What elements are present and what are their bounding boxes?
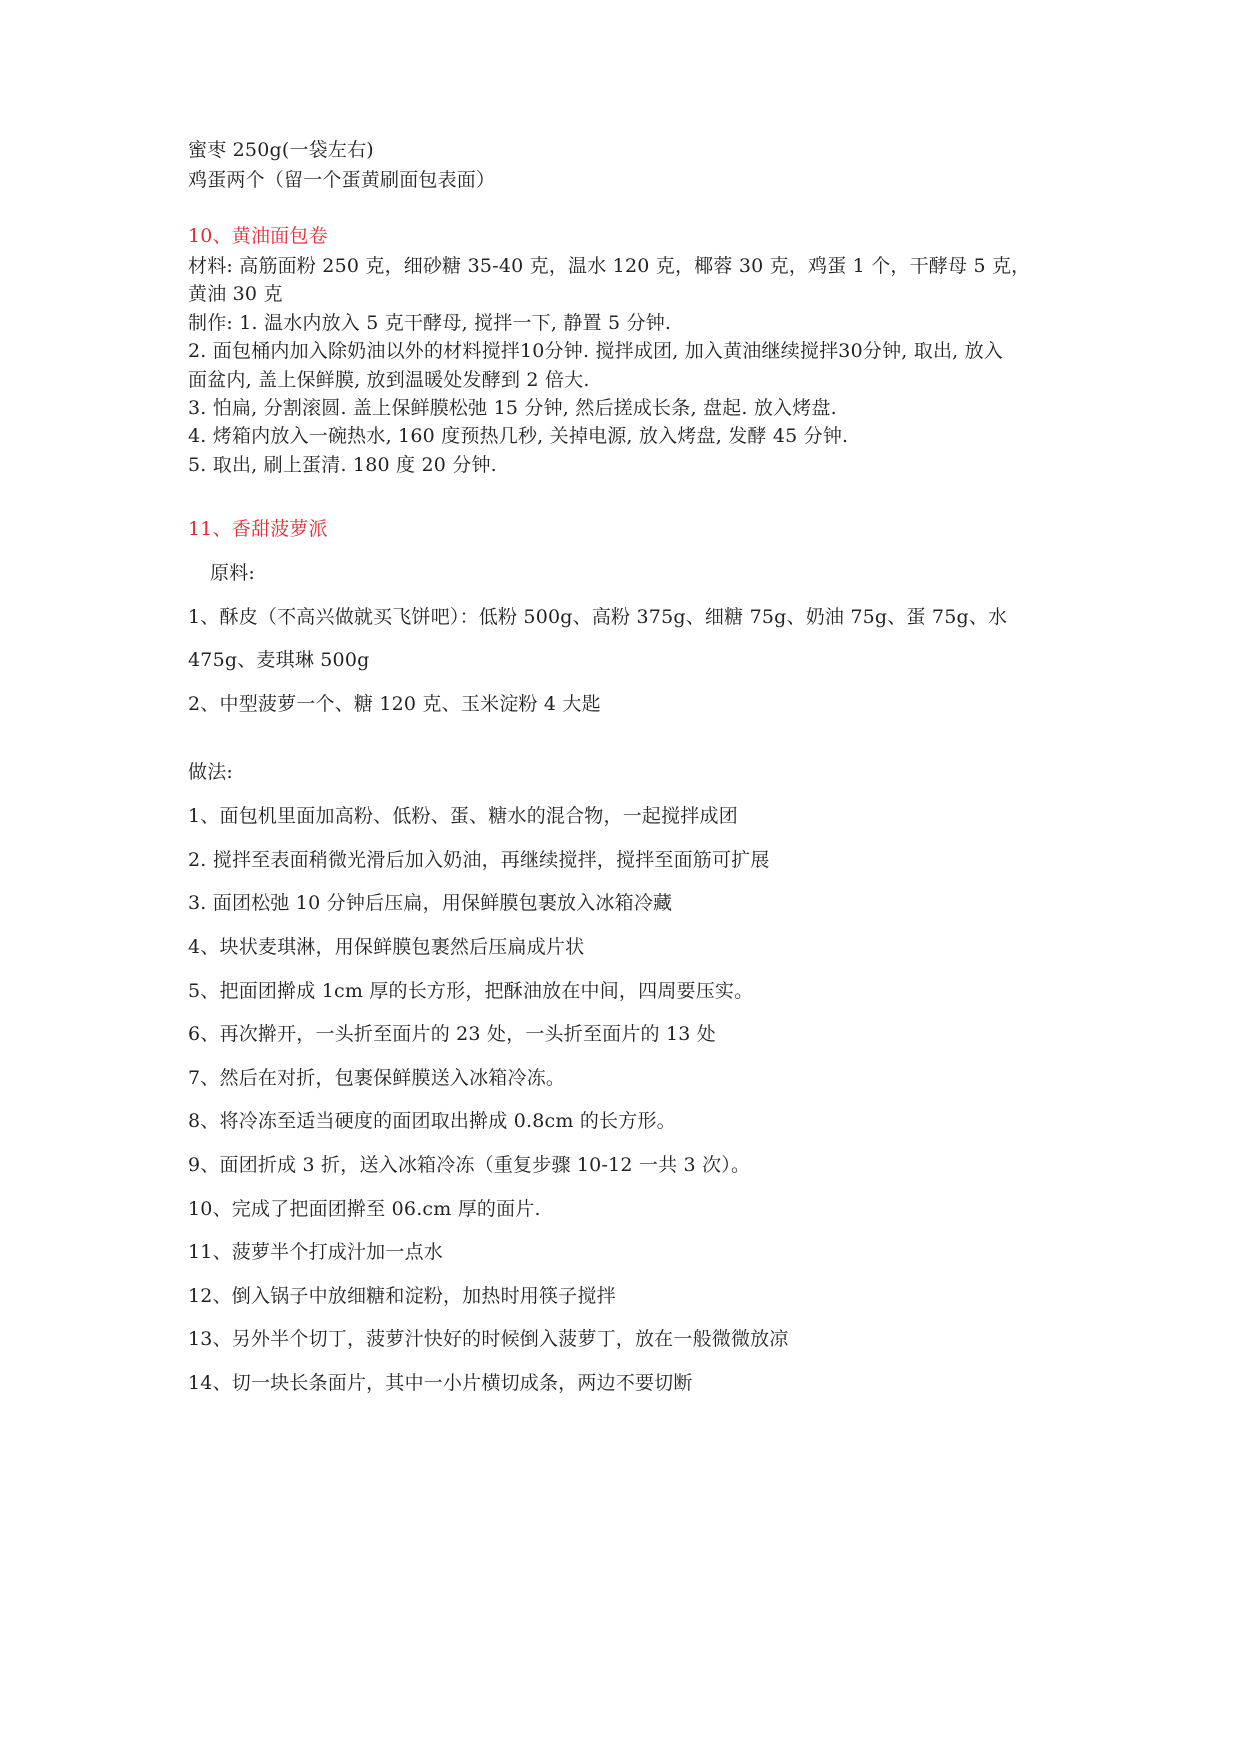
section-10-step-1: 制作: 1. 温水内放入 5 克干酵母, 搅拌一下, 静置 5 分钟. [188, 312, 672, 334]
method-step: 10、完成了把面团擀至 06.cm 厚的面片. [188, 1198, 541, 1220]
section-11-ingredients-label: 原料: [210, 562, 256, 584]
method-step: 4、块状麦琪淋，用保鲜膜包裹然后压扁成片状 [188, 936, 585, 958]
method-step: 6、再次擀开，一头折至面片的 23 处，一头折至面片的 13 处 [188, 1023, 717, 1045]
method-step: 12、倒入锅子中放细糖和淀粉，加热时用筷子搅拌 [188, 1285, 616, 1307]
section-11-ingredient-1-line-2: 475g、麦琪琳 500g [188, 649, 370, 671]
section-10-heading: 10、黄油面包卷 [188, 225, 328, 247]
method-step: 11、菠萝半个打成汁加一点水 [188, 1241, 443, 1263]
method-step: 9、面团折成 3 折，送入冰箱冷冻（重复步骤 10-12 一共 3 次）。 [188, 1154, 751, 1176]
section-11-heading: 11、香甜菠萝派 [188, 518, 328, 540]
section-11-ingredient-1-line-1: 1、酥皮（不高兴做就买飞饼吧）：低粉 500g、高粉 375g、细糖 75g、奶油 75g、蛋 75g、水 [188, 606, 1008, 628]
method-step: 8、将冷冻至适当硬度的面团取出擀成 0.8cm 的长方形。 [188, 1110, 676, 1132]
section-10-step-2-line-1: 2. 面包桶内加入除奶油以外的材料搅拌10分钟. 搅拌成团, 加入黄油继续搅拌30分钟, 取出, 放入 [188, 340, 1004, 362]
section-10-materials-line-1: 材料: 高筋面粉 250 克，细砂糖 35-40 克，温水 120 克，椰蓉 30 克，鸡蛋 1 个，干酵母 5 克， [188, 255, 1031, 277]
section-10-materials-line-2: 黄油 30 克 [188, 283, 283, 305]
section-10-step-5: 5. 取出, 刷上蛋清. 180 度 20 分钟. [188, 454, 497, 476]
section-10-step-4: 4. 烤箱内放入一碗热水, 160 度预热几秒, 关掉电源, 放入烤盘, 发酵 45 分钟. [188, 425, 849, 447]
method-step: 1、面包机里面加高粉、低粉、蛋、糖水的混合物，一起搅拌成团 [188, 805, 738, 827]
method-step: 2. 搅拌至表面稍微光滑后加入奶油，再继续搅拌，搅拌至面筋可扩展 [188, 849, 770, 871]
method-step: 5、把面团擀成 1cm 厚的长方形，把酥油放在中间，四周要压实。 [188, 980, 754, 1002]
method-step: 3. 面团松弛 10 分钟后压扁，用保鲜膜包裹放入冰箱冷藏 [188, 892, 673, 914]
section-10-step-2-line-2: 面盆内, 盖上保鲜膜, 放到温暖处发酵到 2 倍大. [188, 369, 590, 391]
method-step: 14、切一块长条面片，其中一小片横切成条，两边不要切断 [188, 1372, 693, 1394]
section-11-ingredient-2: 2、中型菠萝一个、糖 120 克、玉米淀粉 4 大匙 [188, 693, 601, 715]
intro-line-dates: 蜜枣 250g(一袋左右) [188, 139, 374, 161]
section-10-step-3: 3. 怕扁, 分割滚圆. 盖上保鲜膜松弛 15 分钟, 然后搓成长条, 盘起. 放入烤盘. [188, 397, 837, 419]
intro-line-eggs: 鸡蛋两个（留一个蛋黄刷面包表面） [188, 169, 496, 191]
section-11-method-label: 做法: [188, 761, 234, 783]
method-step: 13、另外半个切丁，菠萝汁快好的时候倒入菠萝丁，放在一般微微放凉 [188, 1328, 789, 1350]
method-step: 7、然后在对折，包裹保鲜膜送入冰箱冷冻。 [188, 1067, 566, 1089]
